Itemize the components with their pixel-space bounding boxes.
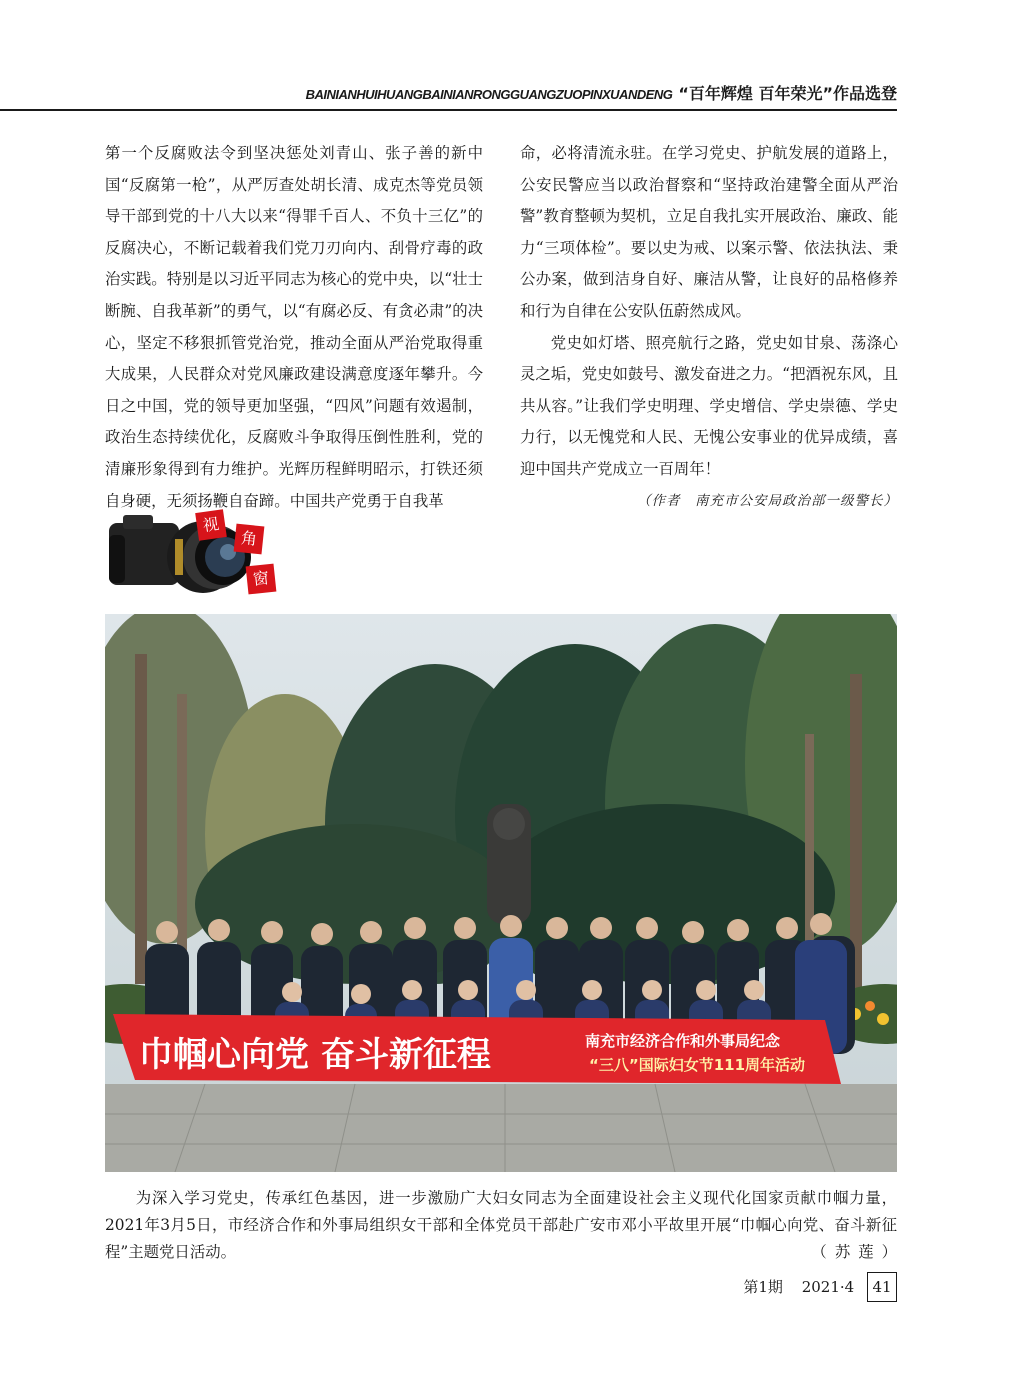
article-paragraph: 第一个反腐败法令到坚决惩处刘青山、张子善的新中国“反腐第一枪”，从严厉查处胡长清、成克杰等党员领导干部到党的十八大以来“得罪千百人、不负十三亿”的反腐决心，不断记载着我们党刀刃向内、刮骨疗毒的政治实践。特别是以习近平同志为核心的党中央，以“壮士断腕、自我革新”的勇气，以“有腐必反、有贪必肃”的决心，坚定不移狠抓管党治党，推动全面从严治党取得重大成果，人民群众对党风廉政建设满意度逐年攀升。今日之中国，党的领导更加坚强，“四风”问题有效遏制，政治生态持续优化，反腐败斗争取得压倒性胜利，党的清廉形象得到有力维护。光辉历程鲜明昭示，打铁还须自身硬，无须扬鞭自奋蹄。中国共产党勇于自我革: [105, 144, 483, 510]
running-header: [0, 75, 1015, 111]
banner-sub-line1: 南充市经济合作和外事局纪念: [585, 1032, 781, 1050]
footer-date: 2021·4: [801, 1278, 855, 1296]
banner-sub-line2: “三八”国际妇女节111周年活动: [589, 1056, 806, 1074]
caption-body: 为深入学习党史，传承红色基因，进一步激励广大妇女同志为全面建设社会主义现代化国家贡献巾帼力量，2021年3月5日，市经济合作和外事局组织女干部和全体党员干部赴广安市邓小平故里开展“巾帼心向党、奋斗新征程”主题党日活动。: [105, 1189, 897, 1261]
article-left-column: [105, 138, 483, 517]
page-number: 41: [867, 1272, 897, 1302]
page-footer: [743, 1272, 897, 1302]
caption-text: [105, 1185, 905, 1266]
section-tag-char: 角: [234, 524, 265, 555]
section-tag-char: 视: [195, 509, 227, 541]
photo-caption: [105, 1185, 905, 1266]
article-paragraph: 党史如灯塔、照亮航行之路，党史如甘泉、荡涤心灵之垢，党史如鼓号、激发奋进之力。“把酒祝东风，且共从容。”让我们学史明理、学史增信、学史崇德、学史力行，以无愧党和人民、无愧公安事业的优异成绩，喜迎中国共产党成立一百周年！: [520, 333, 898, 478]
group-photo: [105, 614, 897, 1172]
header-title: “百年辉煌 百年荣光”作品选登: [678, 84, 897, 103]
section-tag-char: 窗: [246, 564, 277, 595]
header-title-block: [306, 81, 897, 104]
group-photo-illustration: [105, 614, 897, 1172]
header-pinyin: BAINIANHUIHUANGBAINIANRONGGUANGZUOPINXUANDENG: [305, 87, 673, 102]
article-paragraph: 命，必将清流永驻。在学习党史、护航发展的道路上，公安民警应当以政治督察和“坚持政治建警全面从严治警”教育整顿为契机，立足自我扎实开展政治、廉政、能力“三项体检”。要以史为戒、以案示警、依法执法、秉公办案，做到洁身自好、廉洁从警，让良好的品格修养和行为自律在公安队伍蔚然成风。: [520, 144, 898, 320]
section-tag-camera: [105, 505, 285, 605]
caption-credit: （苏莲）: [811, 1243, 905, 1261]
footer-issue: 第1期: [743, 1278, 783, 1296]
header-rule: [0, 109, 897, 111]
article-right-column: [520, 138, 898, 517]
banner-main-text: 巾帼心向党 奋斗新征程: [139, 1035, 491, 1075]
article-byline: （作者 南充市公安局政治部一级警长）: [637, 492, 898, 509]
